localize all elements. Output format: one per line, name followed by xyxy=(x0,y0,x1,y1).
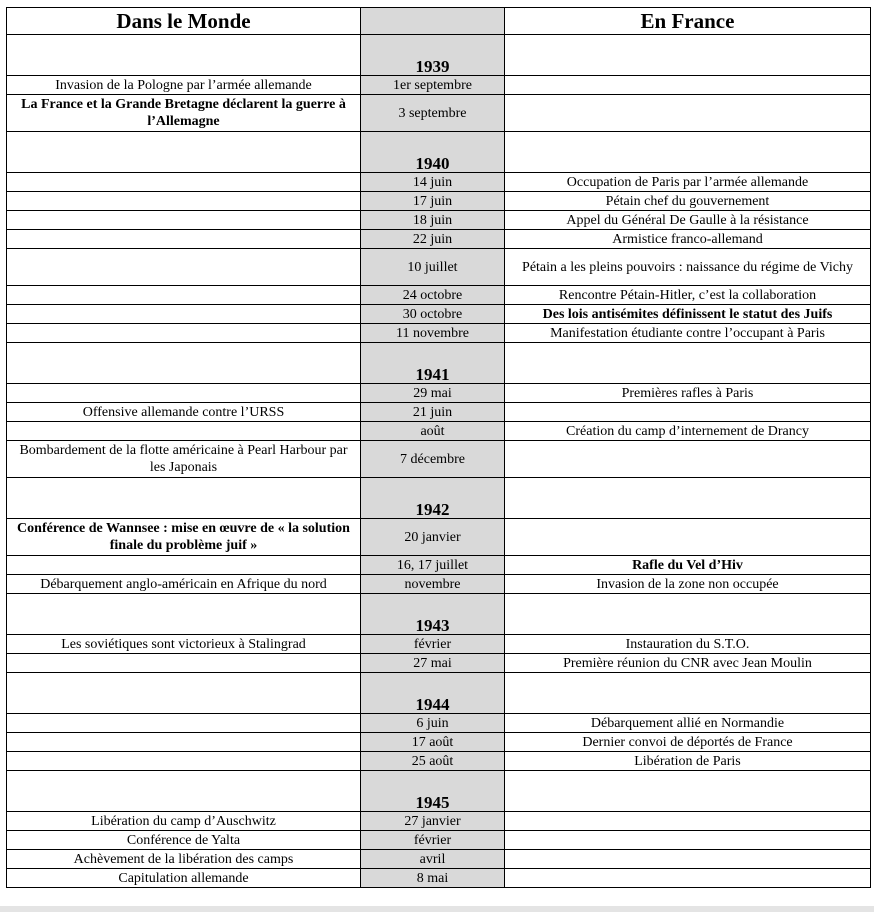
event-date: août xyxy=(361,422,505,441)
year-label: 1943 xyxy=(361,594,505,635)
year-label: 1945 xyxy=(361,771,505,812)
monde-event: Débarquement anglo-américain en Afrique du nord xyxy=(7,575,361,594)
france-event: Dernier convoi de déportés de France xyxy=(505,733,871,752)
event-row xyxy=(7,230,871,249)
monde-cell xyxy=(7,35,361,76)
france-event: Occupation de Paris par l’armée allemande xyxy=(505,173,871,192)
france-event: Appel du Général De Gaulle à la résistance xyxy=(505,211,871,230)
monde-event: Conférence de Yalta xyxy=(7,831,361,850)
year-label: 1940 xyxy=(361,132,505,173)
timeline-table xyxy=(6,7,871,888)
monde-cell xyxy=(7,594,361,635)
event-date: 20 janvier xyxy=(361,519,505,556)
event-row xyxy=(7,850,871,869)
event-row xyxy=(7,831,871,850)
monde-event: Achèvement de la libération des camps xyxy=(7,850,361,869)
event-row xyxy=(7,519,871,556)
header-date xyxy=(361,8,505,35)
monde-event: Capitulation allemande xyxy=(7,869,361,888)
event-date: 17 juin xyxy=(361,192,505,211)
france-event xyxy=(505,831,871,850)
france-event: Débarquement allié en Normandie xyxy=(505,714,871,733)
france-cell xyxy=(505,35,871,76)
monde-event xyxy=(7,211,361,230)
event-row xyxy=(7,173,871,192)
france-event: Rencontre Pétain-Hitler, c’est la collaboration xyxy=(505,286,871,305)
event-row xyxy=(7,441,871,478)
event-date: novembre xyxy=(361,575,505,594)
monde-cell xyxy=(7,343,361,384)
event-date: 1er septembre xyxy=(361,76,505,95)
event-date: 27 janvier xyxy=(361,812,505,831)
year-row xyxy=(7,343,871,384)
france-event: Rafle du Vel d’Hiv xyxy=(505,556,871,575)
monde-event xyxy=(7,384,361,403)
monde-event xyxy=(7,286,361,305)
timeline-body xyxy=(7,35,871,888)
event-date: 7 décembre xyxy=(361,441,505,478)
event-row xyxy=(7,635,871,654)
header-row xyxy=(7,8,871,35)
event-date: 11 novembre xyxy=(361,324,505,343)
monde-event xyxy=(7,556,361,575)
year-label: 1942 xyxy=(361,478,505,519)
france-cell xyxy=(505,594,871,635)
monde-event: La France et la Grande Bretagne déclarent la guerre à l’Allemagne xyxy=(7,95,361,132)
event-row xyxy=(7,305,871,324)
france-event: Premières rafles à Paris xyxy=(505,384,871,403)
event-date: février xyxy=(361,635,505,654)
monde-event xyxy=(7,714,361,733)
event-date: 17 août xyxy=(361,733,505,752)
france-event xyxy=(505,441,871,478)
event-row xyxy=(7,752,871,771)
event-date: 30 octobre xyxy=(361,305,505,324)
monde-event xyxy=(7,654,361,673)
monde-event xyxy=(7,752,361,771)
event-row xyxy=(7,76,871,95)
monde-event xyxy=(7,422,361,441)
france-event: Création du camp d’internement de Drancy xyxy=(505,422,871,441)
event-date: 21 juin xyxy=(361,403,505,422)
france-event: Invasion de la zone non occupée xyxy=(505,575,871,594)
france-event xyxy=(505,403,871,422)
monde-cell xyxy=(7,771,361,812)
event-row xyxy=(7,286,871,305)
event-row xyxy=(7,211,871,230)
france-event: Première réunion du CNR avec Jean Moulin xyxy=(505,654,871,673)
year-label: 1941 xyxy=(361,343,505,384)
event-date: 29 mai xyxy=(361,384,505,403)
event-date: 3 septembre xyxy=(361,95,505,132)
france-event xyxy=(505,76,871,95)
france-event xyxy=(505,850,871,869)
monde-event xyxy=(7,230,361,249)
event-row xyxy=(7,733,871,752)
event-date: 24 octobre xyxy=(361,286,505,305)
event-row xyxy=(7,575,871,594)
year-row xyxy=(7,478,871,519)
event-row xyxy=(7,192,871,211)
monde-event xyxy=(7,173,361,192)
france-event: Manifestation étudiante contre l’occupant à Paris xyxy=(505,324,871,343)
monde-event: Libération du camp d’Auschwitz xyxy=(7,812,361,831)
france-event: Des lois antisémites définissent le statut des Juifs xyxy=(505,305,871,324)
event-date: février xyxy=(361,831,505,850)
page-edge xyxy=(0,906,874,912)
monde-event xyxy=(7,249,361,286)
france-cell xyxy=(505,343,871,384)
france-event xyxy=(505,869,871,888)
event-row xyxy=(7,403,871,422)
event-date: 6 juin xyxy=(361,714,505,733)
year-label: 1939 xyxy=(361,35,505,76)
france-event: Pétain chef du gouvernement xyxy=(505,192,871,211)
monde-event xyxy=(7,192,361,211)
france-event xyxy=(505,519,871,556)
monde-event: Invasion de la Pologne par l’armée allemande xyxy=(7,76,361,95)
monde-event: Les soviétiques sont victorieux à Stalingrad xyxy=(7,635,361,654)
year-row xyxy=(7,771,871,812)
year-row xyxy=(7,594,871,635)
france-cell xyxy=(505,673,871,714)
event-row xyxy=(7,556,871,575)
france-event: Armistice franco-allemand xyxy=(505,230,871,249)
year-row xyxy=(7,673,871,714)
france-event xyxy=(505,95,871,132)
monde-event xyxy=(7,733,361,752)
france-cell xyxy=(505,132,871,173)
year-row xyxy=(7,132,871,173)
year-row xyxy=(7,35,871,76)
event-row xyxy=(7,812,871,831)
event-date: 8 mai xyxy=(361,869,505,888)
event-date: 27 mai xyxy=(361,654,505,673)
event-date: 16, 17 juillet xyxy=(361,556,505,575)
monde-cell xyxy=(7,673,361,714)
event-date: 22 juin xyxy=(361,230,505,249)
event-row xyxy=(7,95,871,132)
header-dans-le-monde: Dans le Monde xyxy=(7,8,361,35)
monde-event: Bombardement de la flotte américaine à Pearl Harbour par les Japonais xyxy=(7,441,361,478)
monde-event: Conférence de Wannsee : mise en œuvre de « la solution finale du problème juif » xyxy=(7,519,361,556)
france-event: Pétain a les pleins pouvoirs : naissance du régime de Vichy xyxy=(505,249,871,286)
event-row xyxy=(7,422,871,441)
year-label: 1944 xyxy=(361,673,505,714)
event-date: 14 juin xyxy=(361,173,505,192)
monde-event xyxy=(7,324,361,343)
monde-cell xyxy=(7,132,361,173)
france-event: Libération de Paris xyxy=(505,752,871,771)
event-date: 10 juillet xyxy=(361,249,505,286)
event-row xyxy=(7,714,871,733)
event-date: avril xyxy=(361,850,505,869)
france-cell xyxy=(505,478,871,519)
monde-cell xyxy=(7,478,361,519)
france-event: Instauration du S.T.O. xyxy=(505,635,871,654)
event-row xyxy=(7,324,871,343)
event-row xyxy=(7,654,871,673)
event-date: 25 août xyxy=(361,752,505,771)
event-date: 18 juin xyxy=(361,211,505,230)
header-en-france: En France xyxy=(505,8,871,35)
event-row xyxy=(7,384,871,403)
event-row xyxy=(7,249,871,286)
monde-event: Offensive allemande contre l’URSS xyxy=(7,403,361,422)
monde-event xyxy=(7,305,361,324)
france-event xyxy=(505,812,871,831)
france-cell xyxy=(505,771,871,812)
event-row xyxy=(7,869,871,888)
